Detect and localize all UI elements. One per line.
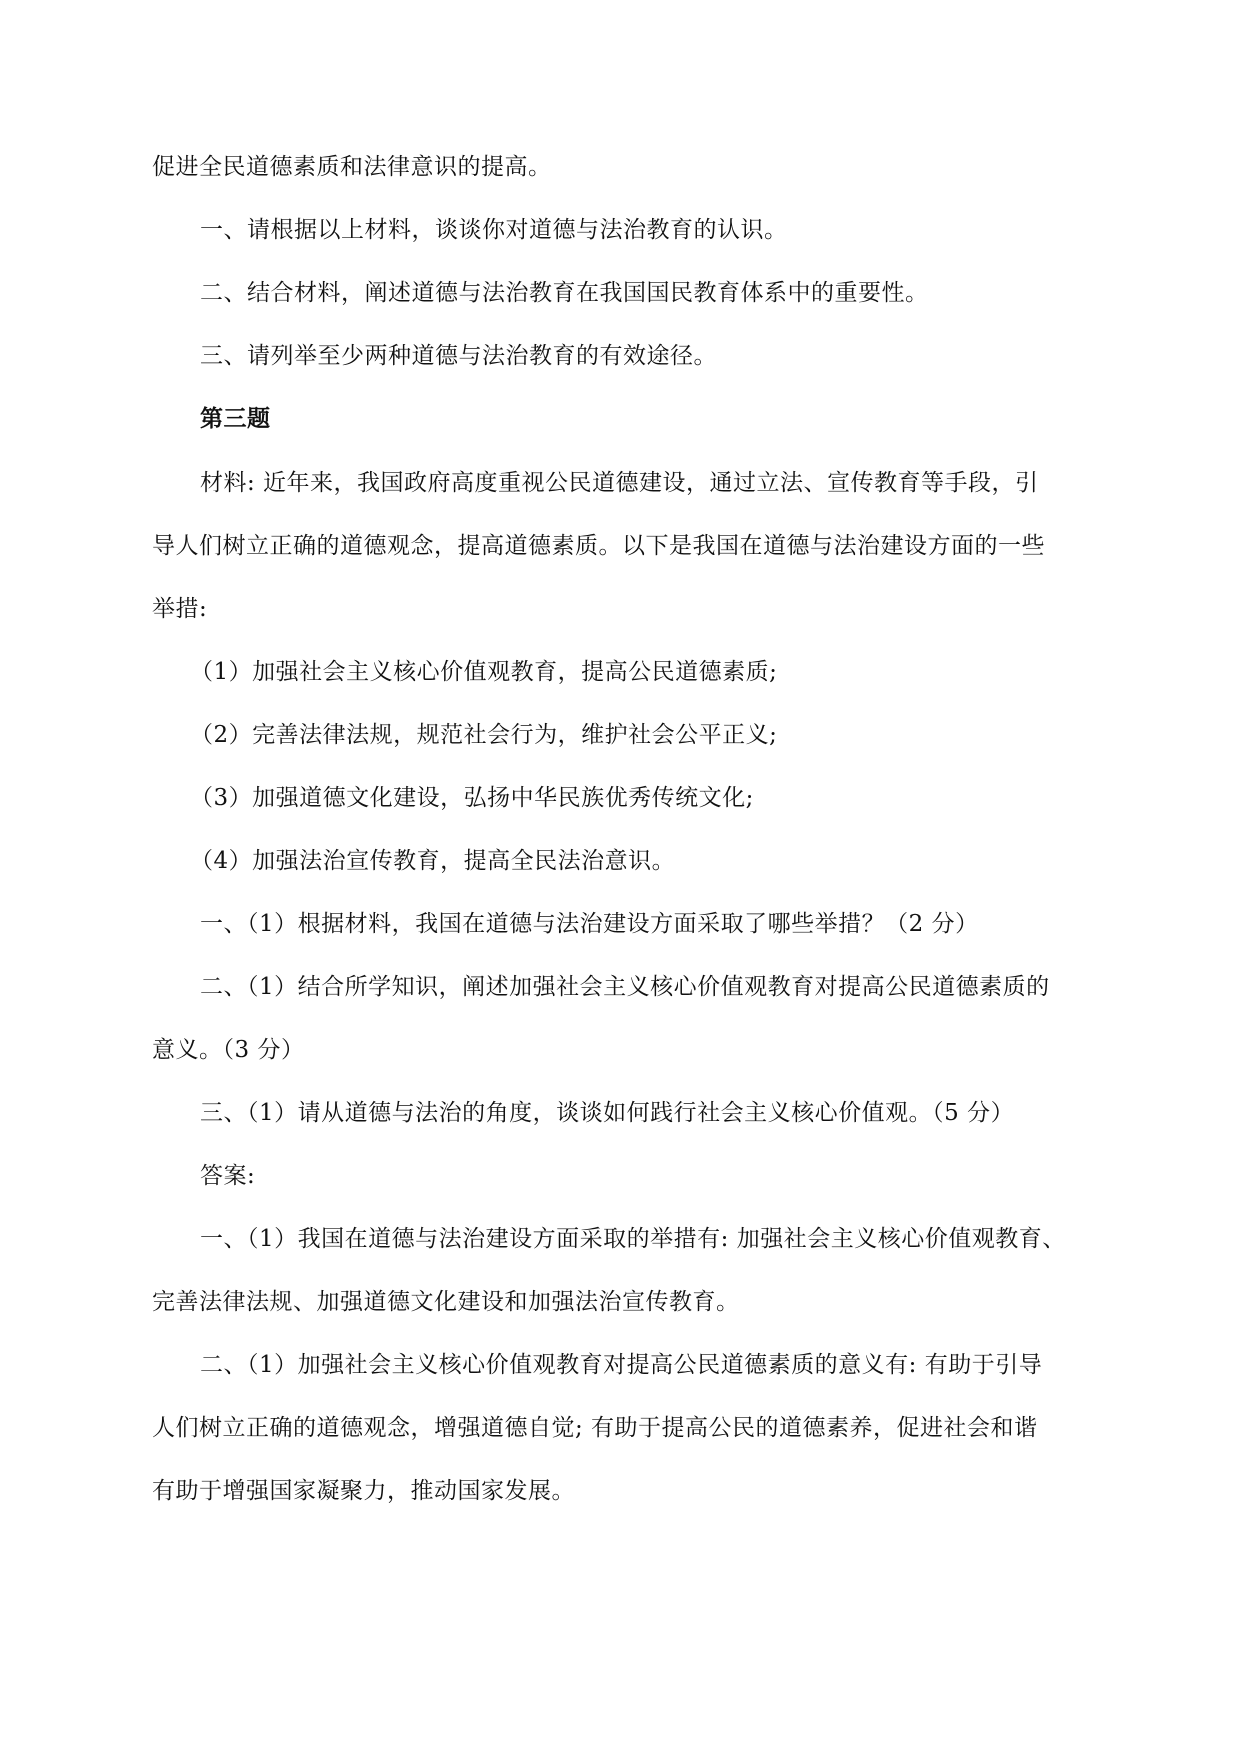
sub-question-2-line-2: 意义。（3 分） xyxy=(152,1037,305,1063)
answer-heading: 答案: xyxy=(200,1163,256,1189)
answer-1-line-2: 完善法律法规、加强道德文化建设和加强法治宣传教育。 xyxy=(152,1289,740,1315)
sub-question-3: 三、（1）请从道德与法治的角度，谈谈如何践行社会主义核心价值观。（5 分） xyxy=(200,1100,1015,1126)
sub-question-2-line-1: 二、（1）结合所学知识，阐述加强社会主义核心价值观教育对提高公民道德素质的 xyxy=(200,974,1050,1000)
section-heading: 第三题 xyxy=(200,405,271,432)
sub-question-1: 一、（1）根据材料，我国在道德与法治建设方面采取了哪些举措？（2 分） xyxy=(200,911,979,937)
answer-2-line-3: 有助于增强国家凝聚力，推动国家发展。 xyxy=(152,1478,575,1504)
measure-1: （1）加强社会主义核心价值观教育，提高公民道德素质; xyxy=(190,659,778,685)
question-2: 二、结合材料，阐述道德与法治教育在我国国民教育体系中的重要性。 xyxy=(200,280,929,306)
measure-4: （4）加强法治宣传教育，提高全民法治意识。 xyxy=(190,848,676,874)
question-3: 三、请列举至少两种道德与法治教育的有效途径。 xyxy=(200,343,717,369)
measure-2: （2）完善法律法规，规范社会行为，维护社会公平正义; xyxy=(190,722,778,748)
measure-3: （3）加强道德文化建设，弘扬中华民族优秀传统文化; xyxy=(190,785,754,811)
text-line-1: 促进全民道德素质和法律意识的提高。 xyxy=(152,154,552,180)
answer-2-line-2: 人们树立正确的道德观念，增强道德自觉; 有助于提高公民的道德素养，促进社会和谐 xyxy=(152,1415,1038,1441)
answer-1-line-1: 一、（1）我国在道德与法治建设方面采取的举措有: 加强社会主义核心价值观教育、 xyxy=(200,1226,1066,1252)
material-line-2: 导人们树立正确的道德观念，提高道德素质。以下是我国在道德与法治建设方面的一些 xyxy=(152,533,1045,559)
material-line-1: 材料: 近年来，我国政府高度重视公民道德建设，通过立法、宣传教育等手段，引 xyxy=(200,470,1039,496)
material-line-3: 举措: xyxy=(152,596,208,622)
answer-2-line-1: 二、（1）加强社会主义核心价值观教育对提高公民道德素质的意义有: 有助于引导 xyxy=(200,1352,1043,1378)
question-1: 一、请根据以上材料，谈谈你对道德与法治教育的认识。 xyxy=(200,217,788,243)
